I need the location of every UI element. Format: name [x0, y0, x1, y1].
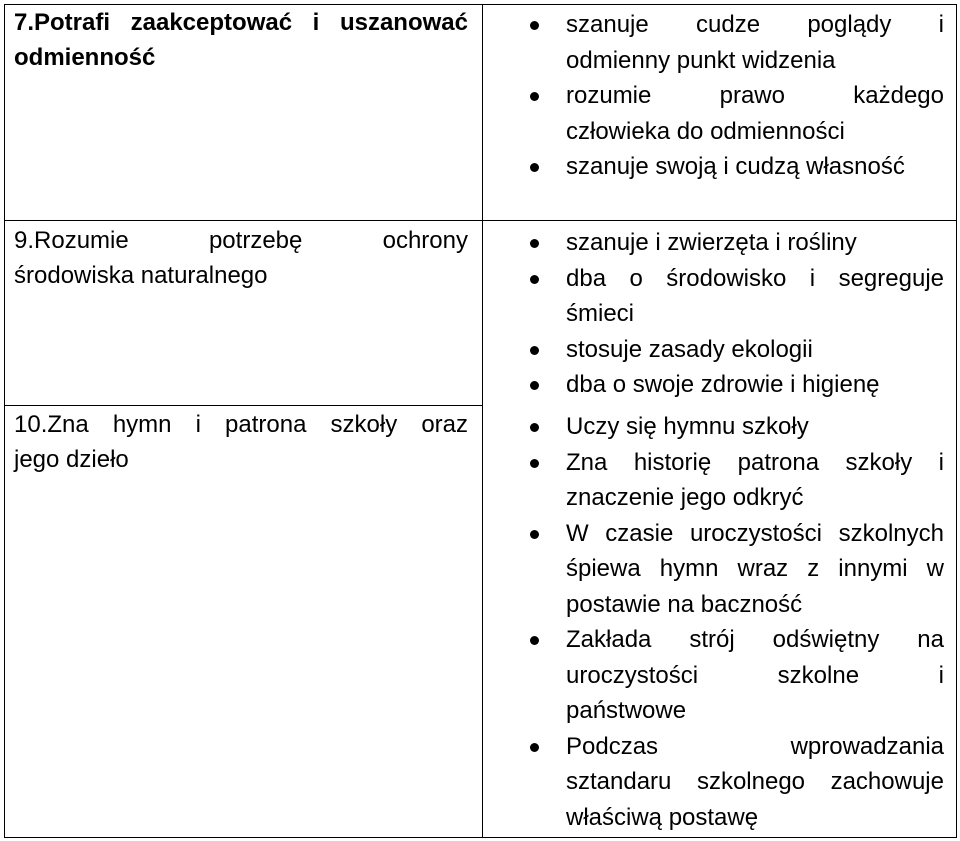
list-item	[530, 332, 944, 368]
bullet-icon	[530, 636, 539, 645]
criterion-line: jego dzieło	[14, 446, 129, 473]
list-item	[530, 409, 944, 445]
list-item	[530, 729, 944, 836]
criterion-10	[14, 407, 468, 477]
table-column-divider	[482, 4, 483, 838]
item-line: szanuje i zwierzęta i rośliny	[566, 229, 857, 256]
item-line: śpiewa hymn wraz z innymi w	[566, 555, 944, 582]
item-line: rozumie prawo każdego	[566, 82, 944, 109]
item-line: Zakłada strój odświętny na	[566, 626, 944, 653]
item-line: odmienny punkt widzenia	[566, 46, 836, 74]
list-item	[530, 7, 944, 78]
criterion-7	[14, 5, 468, 75]
item-line: dba o środowisko i segreguje	[566, 264, 944, 292]
indicator-list-7	[530, 7, 944, 185]
bullet-icon	[530, 423, 539, 432]
item-line: szanuje swoją i cudzą własność	[566, 153, 905, 180]
row-divider	[4, 220, 957, 221]
bullet-icon	[530, 459, 539, 468]
list-item	[530, 261, 944, 332]
indicator-list-10	[530, 409, 944, 835]
list-item	[530, 149, 944, 185]
list-item	[530, 445, 944, 516]
item-line: właściwą postawę	[566, 803, 759, 831]
bullet-icon	[530, 92, 539, 101]
list-item	[530, 367, 944, 403]
criterion-line: środowiska naturalnego	[14, 262, 268, 289]
bullet-icon	[530, 346, 539, 355]
bullet-icon	[530, 275, 539, 284]
bullet-icon	[530, 239, 539, 248]
item-line: sztandaru szkolnego zachowuje	[566, 768, 944, 795]
table-border-left	[4, 4, 5, 838]
item-line: szanuje cudze poglądy i	[566, 11, 944, 38]
criterion-line: odmienność	[14, 44, 156, 71]
item-line: Podczas wprowadzania	[566, 732, 944, 760]
bullet-icon	[530, 381, 539, 390]
item-line: uroczystości szkolne i	[566, 661, 944, 689]
left-row-divider	[4, 405, 482, 406]
item-line: Zna historię patrona szkoły i	[566, 448, 944, 476]
criterion-line: 7.Potrafi zaakceptować i uszanować	[14, 9, 468, 36]
list-item	[530, 622, 944, 729]
item-line: państwowe	[566, 697, 687, 724]
indicator-list-9	[530, 225, 944, 403]
bullet-icon	[530, 163, 539, 172]
bullet-icon	[530, 21, 539, 30]
item-line: znaczenie jego odkryć	[566, 484, 804, 511]
list-item	[530, 225, 944, 261]
criterion-9	[14, 223, 468, 293]
item-line: postawie na baczność	[566, 590, 803, 618]
criterion-line: 10.Zna hymn i patrona szkoły oraz	[14, 411, 468, 438]
bullet-icon	[530, 530, 539, 539]
item-line: człowieka do odmienności	[566, 117, 845, 145]
table-border-right	[956, 4, 957, 838]
item-line: dba o swoje zdrowie i higienę	[566, 371, 880, 398]
item-line: W czasie uroczystości szkolnych	[566, 519, 944, 547]
list-item	[530, 78, 944, 149]
item-line: śmieci	[566, 300, 635, 327]
criterion-line: 9.Rozumie potrzebę ochrony	[14, 227, 468, 254]
table-border-bottom	[4, 837, 957, 838]
item-line: Uczy się hymnu szkoły	[566, 413, 809, 440]
list-item	[530, 516, 944, 623]
item-line: stosuje zasady ekologii	[566, 335, 813, 363]
bullet-icon	[530, 743, 539, 752]
